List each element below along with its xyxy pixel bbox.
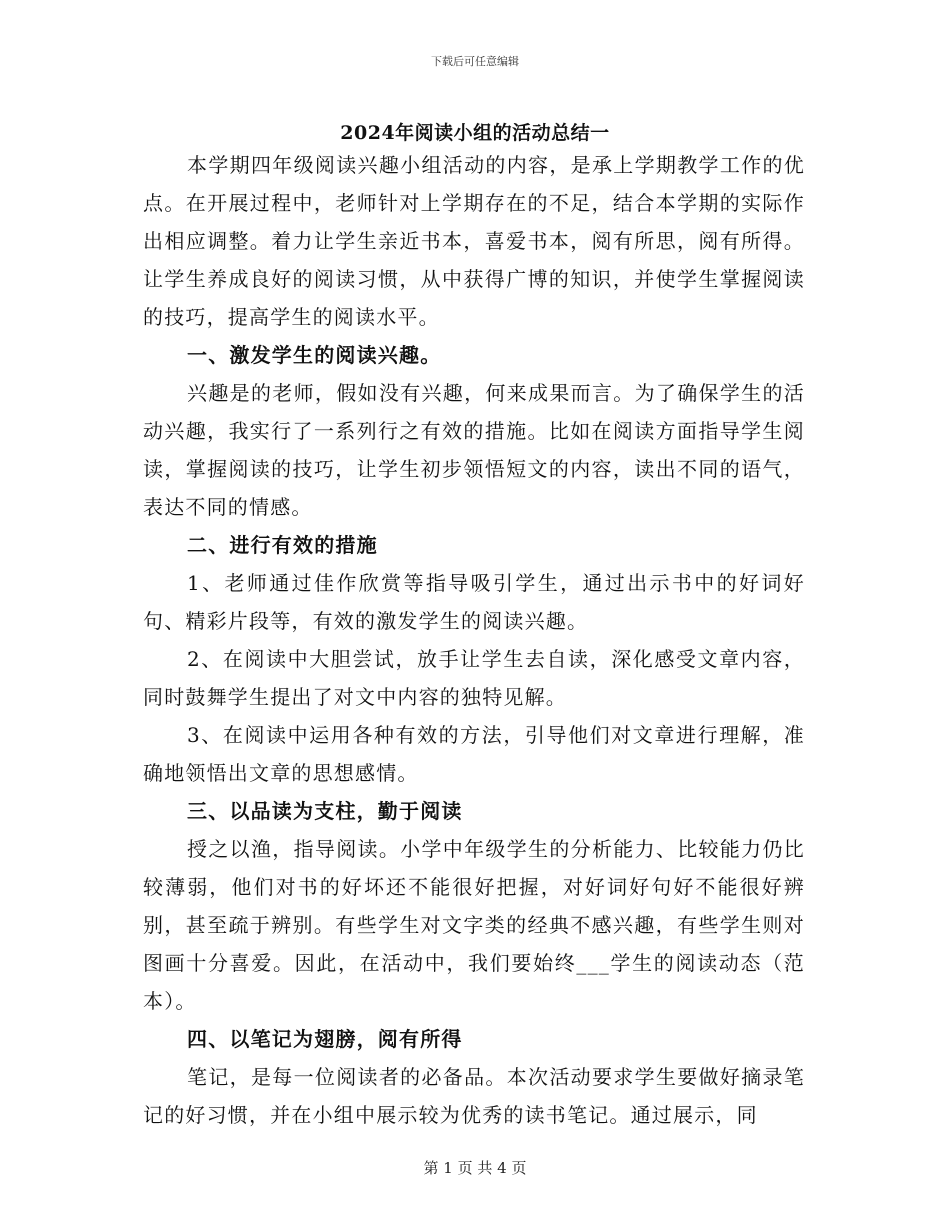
measure-item-3: 3、在阅读中运用各种有效的方法，引导他们对文章进行理解，准确地领悟出文章的思想感情。 [143, 723, 805, 785]
section-1-paragraph: 兴趣是的老师，假如没有兴趣，何来成果而言。为了确保学生的活动兴趣，我实行了一系列行之有效的措施。比如在阅读方面指导学生阅读，掌握阅读的技巧，让学生初步领悟短文的内容，读出不同的语气，表达不同的情感。 [143, 381, 805, 519]
section-3-paragraph: 授之以渔，指导阅读。小学中年级学生的分析能力、比较能力仍比较薄弱，他们对书的好坏还不能很好把握，对好词好句好不能很好辨别，甚至疏于辨别。有些学生对文字类的经典不感兴趣，有些学生则对图画十分喜爱。因此，在活动中，我们要始终___学生的阅读动态（范本）。 [143, 837, 805, 1013]
page-number-footer: 第 1 页 共 4 页 [423, 1159, 527, 1177]
intro-paragraph: 本学期四年级阅读兴趣小组活动的内容，是承上学期教学工作的优点。在开展过程中，老师针对上学期存在的不足，结合本学期的实际作出相应调整。着力让学生亲近书本，喜爱书本，阅有所思，阅有所得。让学生养成良好的阅读习惯，从中获得广博的知识，并使学生掌握阅读的技巧，提高学生的阅读水平。 [143, 153, 805, 329]
section-heading-3: 三、以品读为支柱，勤于阅读 [187, 799, 463, 823]
measure-item-1: 1、老师通过佳作欣赏等指导吸引学生，通过出示书中的好词好句、精彩片段等，有效的激发学生的阅读兴趣。 [143, 571, 805, 633]
document-body [143, 146, 805, 1134]
section-heading-2: 二、进行有效的措施 [187, 533, 378, 557]
section-heading-1: 一、激发学生的阅读兴趣。 [187, 343, 442, 367]
section-heading-4: 四、以笔记为翅膀，阅有所得 [187, 1027, 463, 1051]
section-4-paragraph: 笔记，是每一位阅读者的必备品。本次活动要求学生要做好摘录笔记的好习惯，并在小组中展示较为优秀的读书笔记。通过展示，同 [143, 1065, 805, 1127]
page-header-note: 下载后可任意编辑 [431, 55, 519, 68]
document-title: 2024年阅读小组的活动总结一 [340, 122, 610, 144]
measure-item-2: 2、在阅读中大胆尝试，放手让学生去自读，深化感受文章内容，同时鼓舞学生提出了对文中内容的独特见解。 [143, 647, 805, 709]
